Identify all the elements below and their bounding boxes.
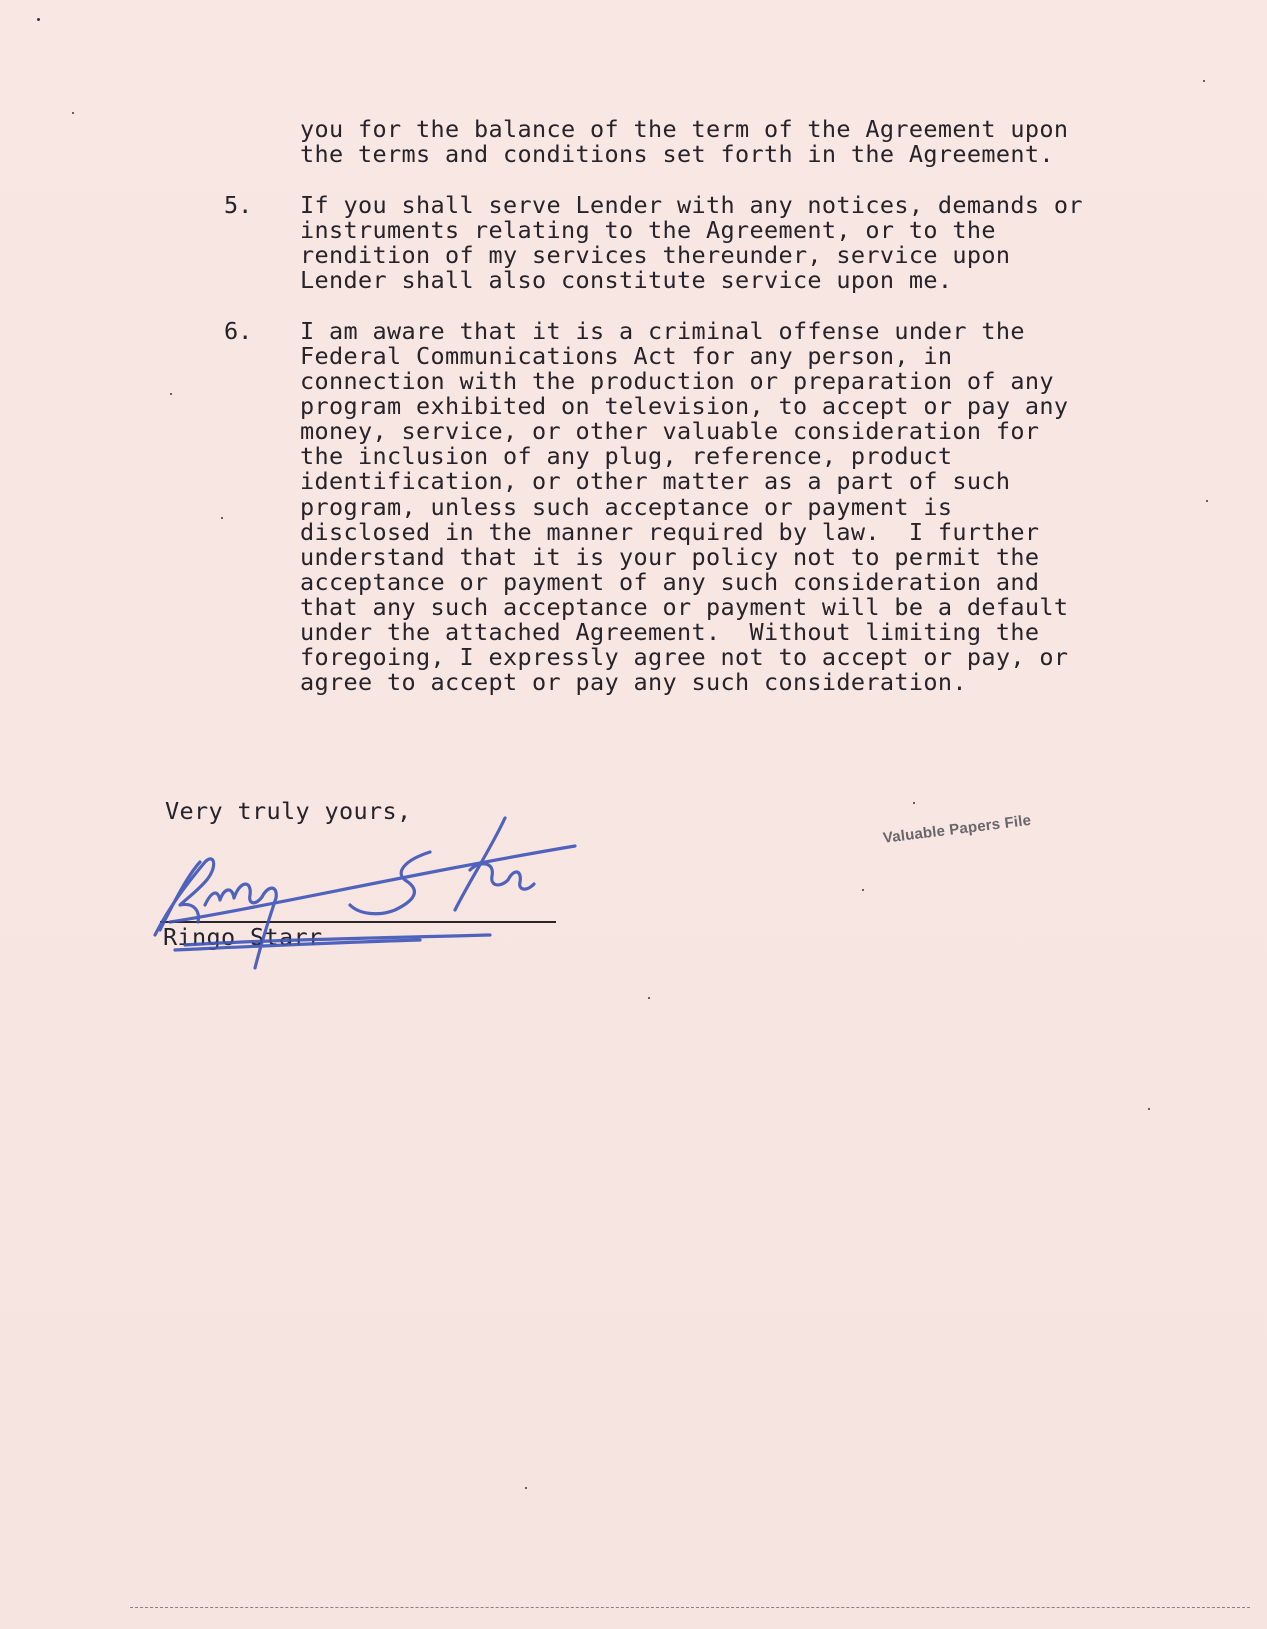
paper-speck xyxy=(648,997,650,999)
item-6-line-14: foregoing, I expressly agree not to accept or pay, or xyxy=(300,643,1069,671)
continuation-line-2: the terms and conditions set forth in the Agreement. xyxy=(300,140,1054,168)
item-6-line-7: identification, or other matter as a part of such xyxy=(300,467,1011,495)
item-5-line-2: instruments relating to the Agreement, or to the xyxy=(300,216,996,244)
bottom-edge-rule xyxy=(130,1607,1250,1608)
continuation-line-1: you for the balance of the term of the Agreement upon xyxy=(300,115,1069,143)
paper-speck xyxy=(525,1487,527,1489)
item-6-line-11: acceptance or payment of any such consideration and xyxy=(300,568,1040,596)
valuable-papers-stamp: Valuable Papers File xyxy=(882,811,1033,847)
item-5-line-1: If you shall serve Lender with any notices, demands or xyxy=(300,191,1083,219)
paper-speck xyxy=(913,802,915,804)
paper-speck xyxy=(37,18,40,21)
item-6-line-3: connection with the production or preparation of any xyxy=(300,367,1054,395)
item-6-line-13: under the attached Agreement. Without limiting the xyxy=(300,618,1040,646)
item-6-line-15: agree to accept or pay any such consideration. xyxy=(300,668,967,696)
item-6-line-5: money, service, or other valuable consideration for xyxy=(300,417,1040,445)
item-6-line-12: that any such acceptance or payment will be a default xyxy=(300,593,1069,621)
item-6-line-6: the inclusion of any plug, reference, product xyxy=(300,442,953,470)
item-5-line-4: Lender shall also constitute service upon me. xyxy=(300,266,953,294)
item-5-line-3: rendition of my services thereunder, service upon xyxy=(300,241,1011,269)
paper-speck xyxy=(1148,1108,1150,1110)
paper-speck xyxy=(221,517,223,519)
paper-speck xyxy=(1206,500,1208,502)
item-6-line-10: understand that it is your policy not to permit the xyxy=(300,543,1040,571)
item-6-line-9: disclosed in the manner required by law. I further xyxy=(300,518,1040,546)
signatory-name: Ringo Starr xyxy=(163,923,323,951)
item-5-number: 5. xyxy=(224,191,253,219)
paper-speck xyxy=(1203,80,1205,82)
paper-speck xyxy=(170,393,172,395)
item-6-line-2: Federal Communications Act for any person, in xyxy=(300,342,953,370)
paper-speck xyxy=(72,112,74,114)
item-6-number: 6. xyxy=(224,317,253,345)
item-6-line-4: program exhibited on television, to accept or pay any xyxy=(300,392,1069,420)
paper-speck xyxy=(862,889,864,891)
closing: Very truly yours, xyxy=(165,797,412,825)
item-6-line-1: I am aware that it is a criminal offense under the xyxy=(300,317,1025,345)
item-6-line-8: program, unless such acceptance or payment is xyxy=(300,493,953,521)
